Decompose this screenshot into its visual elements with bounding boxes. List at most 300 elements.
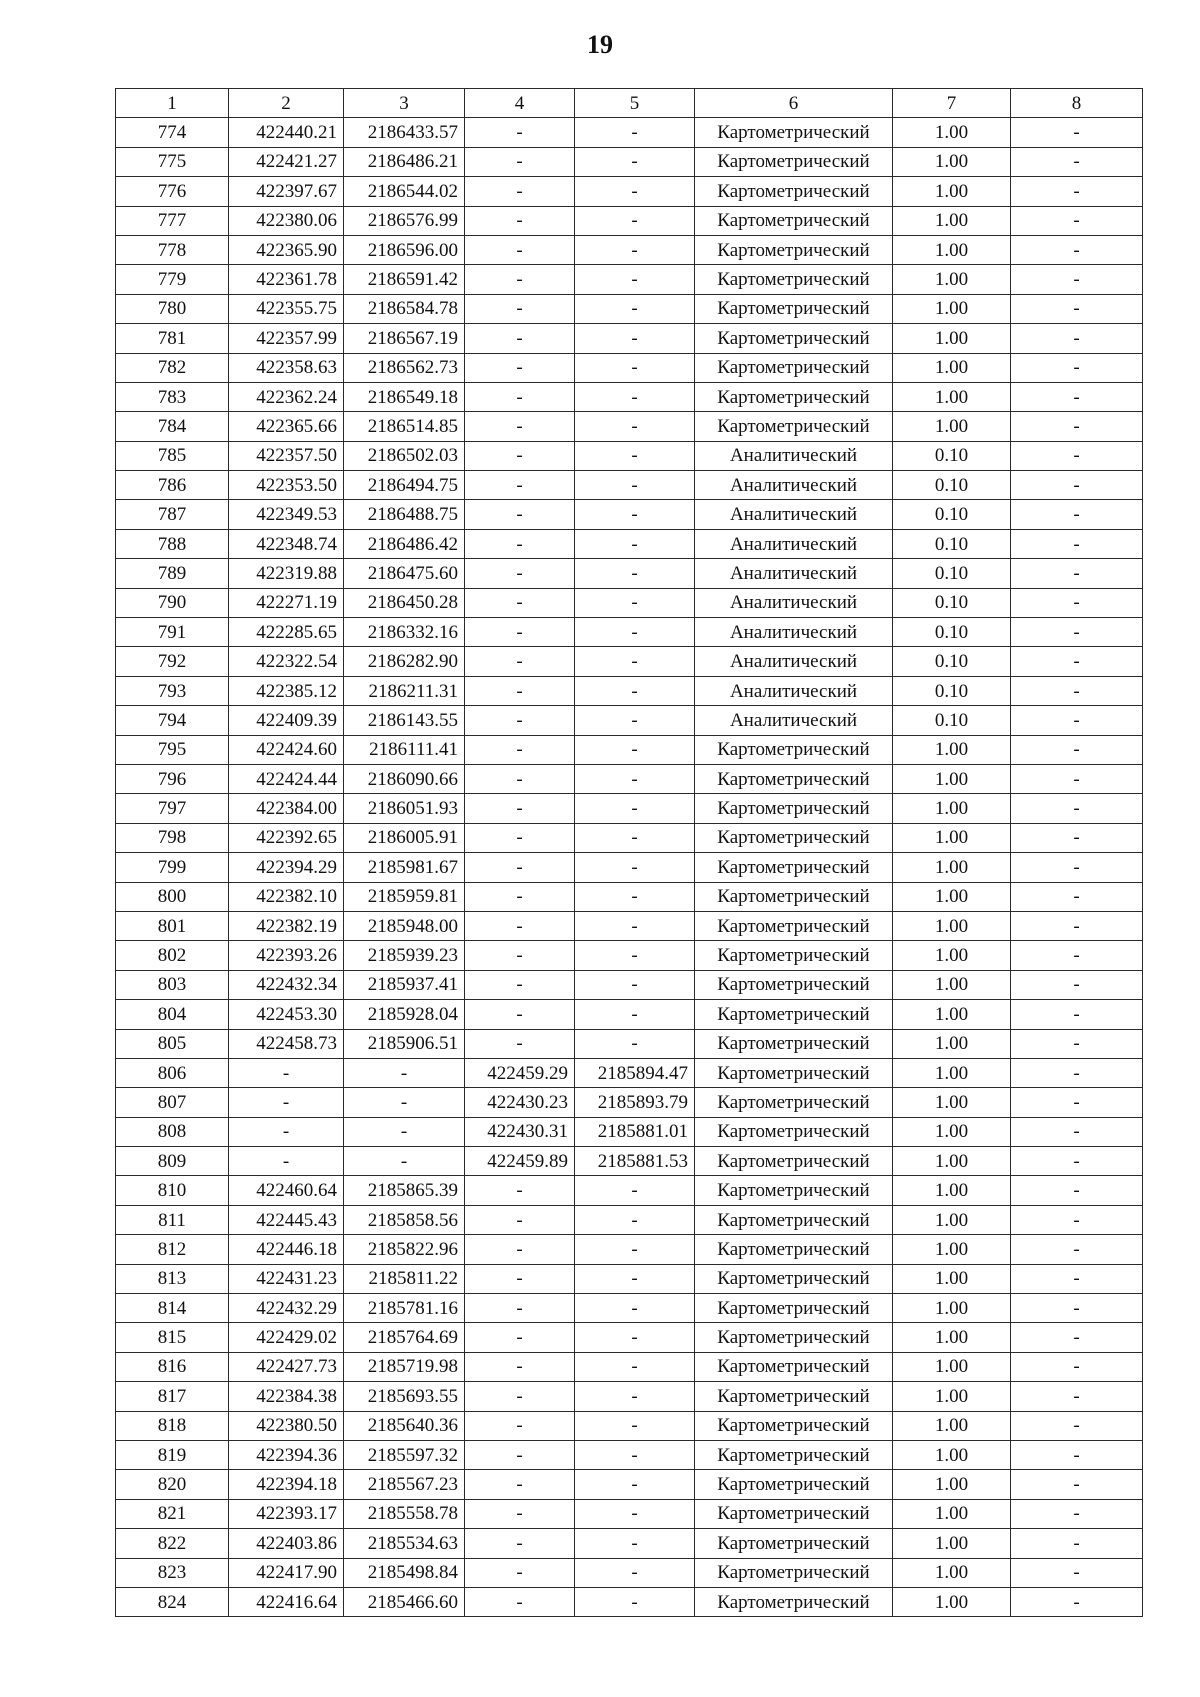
table-cell: 422319.88: [229, 559, 344, 588]
table-cell: -: [465, 265, 575, 294]
table-cell: 2185981.67: [344, 853, 465, 882]
table-cell: Картометрический: [695, 1352, 893, 1381]
table-cell: 422357.50: [229, 441, 344, 470]
table-cell: Аналитический: [695, 500, 893, 529]
table-cell: -: [1011, 559, 1143, 588]
table-cell: -: [1011, 823, 1143, 852]
table-cell: -: [1011, 706, 1143, 735]
table-cell: Картометрический: [695, 265, 893, 294]
table-cell: Картометрический: [695, 147, 893, 176]
table-cell: -: [465, 559, 575, 588]
table-cell: 422421.27: [229, 147, 344, 176]
table-row: [116, 559, 1143, 588]
table-cell: -: [575, 382, 695, 411]
table-row: [116, 500, 1143, 529]
table-cell: -: [465, 1235, 575, 1264]
table-cell: -: [1011, 1000, 1143, 1029]
table-cell: 803: [116, 970, 229, 999]
table-cell: 1.00: [893, 1499, 1011, 1528]
table-cell: -: [465, 1529, 575, 1558]
table-cell: 2185959.81: [344, 882, 465, 911]
table-cell: 821: [116, 1499, 229, 1528]
table-cell: 422432.29: [229, 1294, 344, 1323]
table-cell: -: [1011, 1440, 1143, 1469]
table-cell: -: [575, 823, 695, 852]
table-cell: Картометрический: [695, 1235, 893, 1264]
table-cell: -: [575, 1440, 695, 1469]
table-cell: 792: [116, 647, 229, 676]
table-cell: 1.00: [893, 735, 1011, 764]
table-cell: -: [575, 441, 695, 470]
table-cell: 783: [116, 382, 229, 411]
table-body: [116, 118, 1143, 1617]
table-cell: 1.00: [893, 1088, 1011, 1117]
table-cell: 822: [116, 1529, 229, 1558]
table-cell: Аналитический: [695, 559, 893, 588]
table-cell: 1.00: [893, 1294, 1011, 1323]
table-cell: 2185719.98: [344, 1352, 465, 1381]
table-cell: -: [575, 206, 695, 235]
table-cell: -: [1011, 265, 1143, 294]
table-cell: 1.00: [893, 118, 1011, 147]
table-cell: -: [575, 1294, 695, 1323]
table-cell: 422382.10: [229, 882, 344, 911]
table-cell: 1.00: [893, 911, 1011, 940]
table-cell: 2185858.56: [344, 1205, 465, 1234]
table-cell: -: [575, 1558, 695, 1587]
table-row: [116, 294, 1143, 323]
table-cell: 2185498.84: [344, 1558, 465, 1587]
table-cell: 422440.21: [229, 118, 344, 147]
table-cell: 422403.86: [229, 1529, 344, 1558]
table-row: [116, 353, 1143, 382]
table-cell: -: [1011, 1382, 1143, 1411]
table-cell: Картометрический: [695, 1323, 893, 1352]
table-cell: 2185939.23: [344, 941, 465, 970]
table-cell: -: [1011, 294, 1143, 323]
table-cell: 2186450.28: [344, 588, 465, 617]
table-cell: 786: [116, 471, 229, 500]
table-cell: -: [1011, 441, 1143, 470]
table-cell: 1.00: [893, 1205, 1011, 1234]
table-cell: 2185764.69: [344, 1323, 465, 1352]
table-row: [116, 1499, 1143, 1528]
table-cell: 2186488.75: [344, 500, 465, 529]
table-cell: Картометрический: [695, 1205, 893, 1234]
table-row: [116, 1235, 1143, 1264]
table-cell: -: [465, 1176, 575, 1205]
table-cell: -: [1011, 1264, 1143, 1293]
table-cell: -: [465, 911, 575, 940]
table-cell: -: [1011, 1587, 1143, 1616]
table-cell: -: [465, 441, 575, 470]
table-cell: -: [575, 353, 695, 382]
table-cell: Картометрический: [695, 764, 893, 793]
table-cell: 1.00: [893, 1440, 1011, 1469]
table-cell: 422380.06: [229, 206, 344, 235]
table-cell: Картометрический: [695, 882, 893, 911]
table-cell: 2186576.99: [344, 206, 465, 235]
table-cell: 775: [116, 147, 229, 176]
table-cell: 422459.89: [465, 1147, 575, 1176]
table-cell: -: [465, 1382, 575, 1411]
table-row: [116, 647, 1143, 676]
table-cell: 813: [116, 1264, 229, 1293]
table-cell: 2186211.31: [344, 676, 465, 705]
table-cell: -: [1011, 206, 1143, 235]
table-cell: -: [1011, 1499, 1143, 1528]
table-row: [116, 1529, 1143, 1558]
table-cell: -: [575, 265, 695, 294]
table-cell: 2186567.19: [344, 324, 465, 353]
table-cell: -: [575, 1529, 695, 1558]
table-cell: Картометрический: [695, 911, 893, 940]
table-cell: 2186591.42: [344, 265, 465, 294]
table-cell: -: [575, 324, 695, 353]
table-cell: Картометрический: [695, 1147, 893, 1176]
table-cell: -: [575, 970, 695, 999]
table-cell: Картометрический: [695, 324, 893, 353]
page-number: 19: [587, 30, 613, 59]
table-cell: -: [1011, 1235, 1143, 1264]
table-cell: 1.00: [893, 1411, 1011, 1440]
table-cell: -: [575, 676, 695, 705]
table-cell: 1.00: [893, 265, 1011, 294]
table-cell: 422393.26: [229, 941, 344, 970]
table-cell: -: [465, 618, 575, 647]
table-cell: -: [465, 206, 575, 235]
table-cell: 2185781.16: [344, 1294, 465, 1323]
table-cell: -: [465, 1000, 575, 1029]
table-cell: Картометрический: [695, 206, 893, 235]
table-cell: Картометрический: [695, 823, 893, 852]
table-row: [116, 823, 1143, 852]
table-cell: Картометрический: [695, 353, 893, 382]
table-cell: 1.00: [893, 353, 1011, 382]
table-cell: 2186143.55: [344, 706, 465, 735]
table-cell: -: [465, 1558, 575, 1587]
table-cell: 422458.73: [229, 1029, 344, 1058]
table-cell: -: [575, 1264, 695, 1293]
table-cell: 808: [116, 1117, 229, 1146]
table-row: [116, 441, 1143, 470]
table-cell: -: [465, 1411, 575, 1440]
table-cell: 1.00: [893, 1529, 1011, 1558]
table-cell: 422362.24: [229, 382, 344, 411]
table-cell: 793: [116, 676, 229, 705]
table-cell: -: [465, 853, 575, 882]
table-cell: 2186562.73: [344, 353, 465, 382]
table-cell: -: [575, 147, 695, 176]
table-cell: 1.00: [893, 794, 1011, 823]
table-cell: 807: [116, 1088, 229, 1117]
table-cell: 422361.78: [229, 265, 344, 294]
table-cell: 422394.18: [229, 1470, 344, 1499]
table-cell: -: [465, 1499, 575, 1528]
table-row: [116, 1470, 1143, 1499]
table-cell: -: [1011, 1176, 1143, 1205]
table-cell: 2185893.79: [575, 1088, 695, 1117]
table-cell: -: [575, 1000, 695, 1029]
table-cell: -: [575, 412, 695, 441]
table-cell: Картометрический: [695, 794, 893, 823]
table-cell: -: [229, 1088, 344, 1117]
table-cell: -: [1011, 118, 1143, 147]
table-cell: -: [465, 764, 575, 793]
table-cell: 1.00: [893, 882, 1011, 911]
table-cell: 422322.54: [229, 647, 344, 676]
table-row: [116, 1147, 1143, 1176]
table-cell: -: [575, 1029, 695, 1058]
table-cell: 2185811.22: [344, 1264, 465, 1293]
table-cell: 2185948.00: [344, 911, 465, 940]
table-cell: 422460.64: [229, 1176, 344, 1205]
table-cell: Картометрический: [695, 735, 893, 764]
table-cell: 1.00: [893, 1470, 1011, 1499]
table-cell: -: [229, 1117, 344, 1146]
table-cell: 2185466.60: [344, 1587, 465, 1616]
table-cell: -: [1011, 1323, 1143, 1352]
table-row: [116, 1352, 1143, 1381]
table-cell: 0.10: [893, 441, 1011, 470]
table-cell: 422424.60: [229, 735, 344, 764]
table-cell: 777: [116, 206, 229, 235]
table-cell: -: [575, 1352, 695, 1381]
table-cell: 794: [116, 706, 229, 735]
table-cell: 0.10: [893, 588, 1011, 617]
table-cell: -: [1011, 941, 1143, 970]
table-cell: 422453.30: [229, 1000, 344, 1029]
table-cell: Картометрический: [695, 1029, 893, 1058]
table-cell: 798: [116, 823, 229, 852]
table-cell: 1.00: [893, 941, 1011, 970]
table-cell: Аналитический: [695, 529, 893, 558]
table-cell: -: [1011, 1470, 1143, 1499]
table-cell: 802: [116, 941, 229, 970]
table-cell: 1.00: [893, 206, 1011, 235]
table-cell: -: [465, 177, 575, 206]
table-cell: Аналитический: [695, 647, 893, 676]
table-row: [116, 735, 1143, 764]
table-cell: -: [465, 118, 575, 147]
table-cell: -: [465, 588, 575, 617]
table-cell: 820: [116, 1470, 229, 1499]
column-header: 7: [893, 89, 1011, 118]
table-cell: -: [1011, 1529, 1143, 1558]
table-cell: 1.00: [893, 147, 1011, 176]
table-row: [116, 1000, 1143, 1029]
table-cell: 2185881.53: [575, 1147, 695, 1176]
table-cell: -: [1011, 588, 1143, 617]
table-cell: -: [575, 764, 695, 793]
column-header: 8: [1011, 89, 1143, 118]
table-cell: 2186596.00: [344, 235, 465, 264]
table-cell: 1.00: [893, 1235, 1011, 1264]
table-cell: 781: [116, 324, 229, 353]
table-cell: -: [465, 1323, 575, 1352]
table-cell: -: [465, 324, 575, 353]
table-cell: 422357.99: [229, 324, 344, 353]
table-row: [116, 118, 1143, 147]
table-cell: 2186005.91: [344, 823, 465, 852]
table-cell: Картометрический: [695, 1058, 893, 1087]
table-row: [116, 206, 1143, 235]
table-cell: -: [465, 235, 575, 264]
table-cell: -: [575, 911, 695, 940]
table-cell: 422384.00: [229, 794, 344, 823]
table-cell: Картометрический: [695, 235, 893, 264]
table-cell: -: [575, 500, 695, 529]
table-row: [116, 1058, 1143, 1087]
table-row: [116, 676, 1143, 705]
table-cell: 422394.29: [229, 853, 344, 882]
table-cell: -: [465, 147, 575, 176]
table-cell: -: [575, 559, 695, 588]
table-cell: -: [465, 735, 575, 764]
table-cell: 1.00: [893, 382, 1011, 411]
table-cell: -: [344, 1147, 465, 1176]
table-cell: 2186549.18: [344, 382, 465, 411]
table-cell: Картометрический: [695, 1382, 893, 1411]
table-cell: -: [465, 353, 575, 382]
table-cell: -: [465, 471, 575, 500]
table-cell: -: [1011, 1205, 1143, 1234]
table-cell: -: [575, 118, 695, 147]
table-cell: -: [1011, 1147, 1143, 1176]
table-cell: 785: [116, 441, 229, 470]
table-cell: -: [1011, 500, 1143, 529]
table-row: [116, 412, 1143, 441]
table-cell: 1.00: [893, 324, 1011, 353]
table-cell: -: [465, 823, 575, 852]
table-row: [116, 882, 1143, 911]
table-cell: -: [465, 1352, 575, 1381]
table-cell: -: [575, 1499, 695, 1528]
table-cell: 422392.65: [229, 823, 344, 852]
table-cell: 422384.38: [229, 1382, 344, 1411]
table-cell: -: [575, 235, 695, 264]
table-cell: -: [575, 735, 695, 764]
table-cell: 801: [116, 911, 229, 940]
table-cell: -: [575, 1587, 695, 1616]
table-cell: -: [1011, 911, 1143, 940]
table-cell: 422353.50: [229, 471, 344, 500]
table-cell: 2185894.47: [575, 1058, 695, 1087]
table-cell: 796: [116, 764, 229, 793]
table-cell: 816: [116, 1352, 229, 1381]
table-cell: 422385.12: [229, 676, 344, 705]
table-row: [116, 588, 1143, 617]
table-cell: 2186282.90: [344, 647, 465, 676]
table-cell: -: [575, 1176, 695, 1205]
table-header-row: [116, 89, 1143, 118]
table-cell: 422348.74: [229, 529, 344, 558]
table-row: [116, 1558, 1143, 1587]
table-cell: -: [465, 882, 575, 911]
table-cell: 2186475.60: [344, 559, 465, 588]
table-cell: Картометрический: [695, 1176, 893, 1205]
table-cell: 1.00: [893, 853, 1011, 882]
table-cell: 0.10: [893, 471, 1011, 500]
table-cell: 797: [116, 794, 229, 823]
table-cell: 800: [116, 882, 229, 911]
table-cell: -: [1011, 764, 1143, 793]
column-header: 2: [229, 89, 344, 118]
table-cell: 422445.43: [229, 1205, 344, 1234]
table-cell: 791: [116, 618, 229, 647]
table-cell: -: [465, 1440, 575, 1469]
table-cell: -: [1011, 1294, 1143, 1323]
table-cell: Картометрический: [695, 1470, 893, 1499]
table-cell: 774: [116, 118, 229, 147]
table-cell: -: [465, 706, 575, 735]
table-cell: 1.00: [893, 1147, 1011, 1176]
table-cell: 1.00: [893, 1176, 1011, 1205]
table-cell: 1.00: [893, 294, 1011, 323]
table-cell: 784: [116, 412, 229, 441]
table-row: [116, 794, 1143, 823]
table-cell: 819: [116, 1440, 229, 1469]
table-cell: 0.10: [893, 559, 1011, 588]
table-cell: -: [575, 1235, 695, 1264]
table-cell: 422459.29: [465, 1058, 575, 1087]
table-cell: 422393.17: [229, 1499, 344, 1528]
table-cell: 422430.23: [465, 1088, 575, 1117]
table-cell: -: [575, 853, 695, 882]
table-cell: 2185881.01: [575, 1117, 695, 1146]
table-cell: 788: [116, 529, 229, 558]
table-cell: Картометрический: [695, 853, 893, 882]
table-cell: 817: [116, 1382, 229, 1411]
table-cell: 422431.23: [229, 1264, 344, 1293]
table-cell: Картометрический: [695, 1117, 893, 1146]
table-cell: -: [1011, 412, 1143, 441]
table-row: [116, 529, 1143, 558]
table-cell: 0.10: [893, 647, 1011, 676]
table-cell: Картометрический: [695, 177, 893, 206]
table-row: [116, 265, 1143, 294]
table-cell: -: [575, 1411, 695, 1440]
table-cell: 1.00: [893, 1352, 1011, 1381]
table-cell: -: [465, 647, 575, 676]
table-cell: 812: [116, 1235, 229, 1264]
table-cell: 0.10: [893, 529, 1011, 558]
table-cell: 422285.65: [229, 618, 344, 647]
table-cell: 806: [116, 1058, 229, 1087]
table-cell: -: [465, 1587, 575, 1616]
table-cell: 823: [116, 1558, 229, 1587]
table-cell: 2186486.21: [344, 147, 465, 176]
table-cell: 789: [116, 559, 229, 588]
table-cell: Картометрический: [695, 1529, 893, 1558]
table-cell: -: [465, 794, 575, 823]
table-cell: -: [1011, 618, 1143, 647]
table-cell: 2186486.42: [344, 529, 465, 558]
table-cell: -: [575, 1382, 695, 1411]
table-cell: -: [575, 1205, 695, 1234]
table-row: [116, 147, 1143, 176]
table-cell: -: [1011, 676, 1143, 705]
table-cell: Картометрический: [695, 1294, 893, 1323]
table-cell: -: [465, 382, 575, 411]
table-cell: -: [1011, 177, 1143, 206]
column-header: 4: [465, 89, 575, 118]
table-cell: 804: [116, 1000, 229, 1029]
table-cell: 422271.19: [229, 588, 344, 617]
table-cell: Аналитический: [695, 706, 893, 735]
table-cell: -: [465, 1470, 575, 1499]
table-row: [116, 941, 1143, 970]
